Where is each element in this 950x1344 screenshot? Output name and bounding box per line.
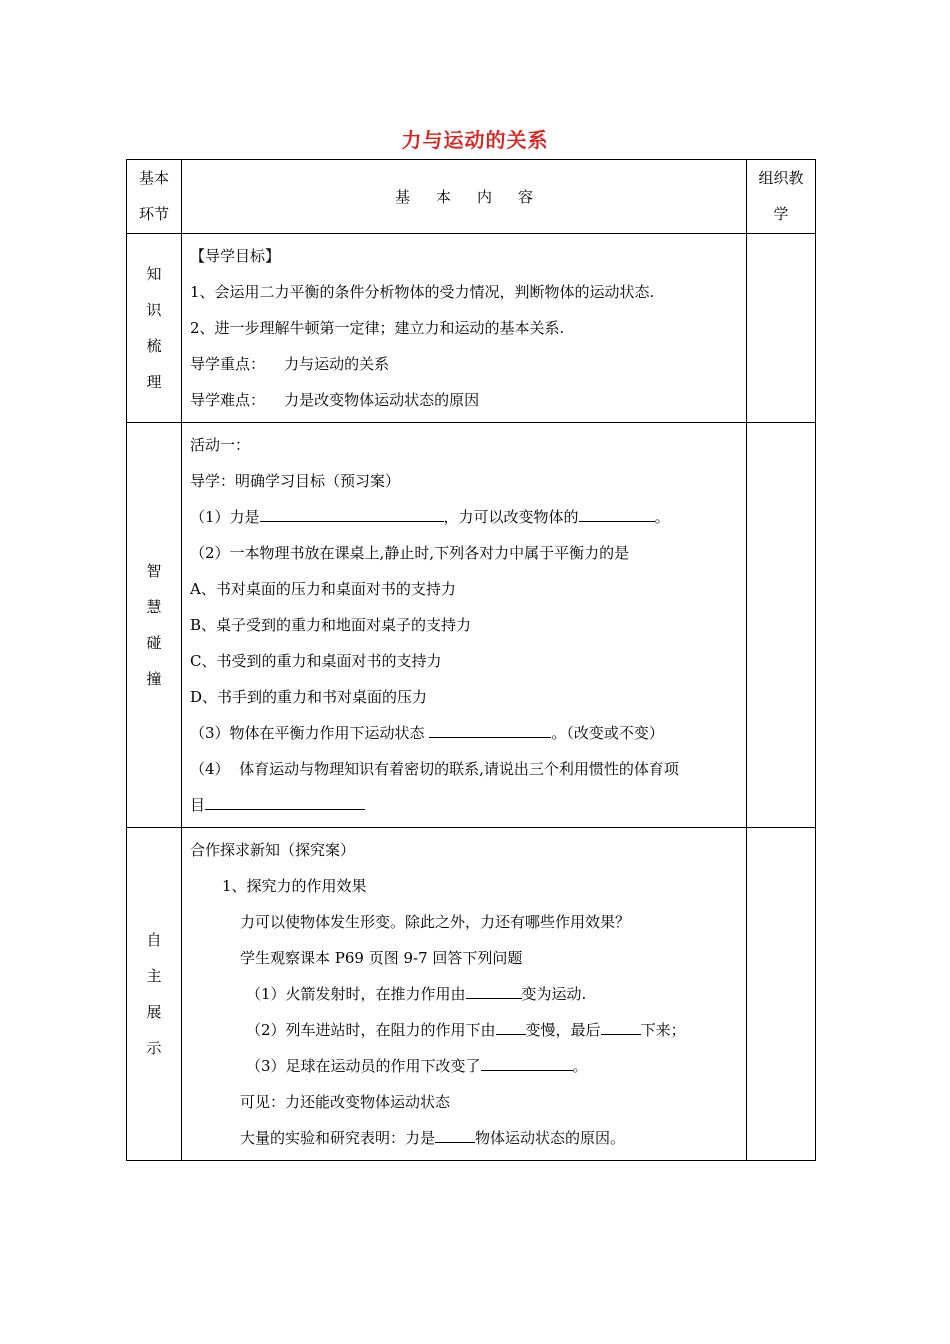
label-char: 主	[146, 967, 162, 985]
line-text: 变为运动.	[521, 985, 587, 1003]
section-row-knowledge	[127, 234, 816, 423]
section-label-display	[127, 828, 182, 1161]
label-char: 知	[146, 265, 162, 283]
content-line: 1、会运用二力平衡的条件分析物体的受力情况，判断物体的运动状态.	[190, 283, 655, 301]
line-text: （1）火箭发射时，在推力作用由	[246, 985, 466, 1003]
header-stage-cell	[127, 160, 182, 234]
line-text: 。	[572, 1057, 588, 1075]
answer-blank[interactable]	[429, 719, 551, 738]
section-notes-display	[747, 828, 816, 1161]
line-text: 变慢，最后	[525, 1021, 601, 1039]
header-row	[127, 160, 816, 234]
section-content-collision	[182, 423, 747, 828]
content-line: 可见：力还能改变物体运动状态	[240, 1093, 451, 1111]
answer-blank[interactable]	[260, 503, 444, 522]
content-line	[190, 1048, 740, 1084]
answer-blank[interactable]	[435, 1124, 475, 1143]
content-line: 学生观察课本 P69 页图 9-7 回答下列问题	[240, 949, 523, 967]
lesson-table	[126, 159, 816, 1161]
content-line	[190, 976, 740, 1012]
section-notes-collision	[747, 423, 816, 828]
content-line: （4） 体育运动与物理知识有着密切的联系,请说出三个利用惯性的体育项	[190, 760, 679, 778]
line-text: （2）列车进站时，在阻力的作用下由	[246, 1021, 496, 1039]
answer-blank[interactable]	[481, 1052, 573, 1071]
label-char: 梳	[146, 337, 162, 355]
content-line: 导学重点： 力与运动的关系	[190, 355, 390, 373]
line-text: 。	[654, 508, 670, 526]
content-line: A、书对桌面的压力和桌面对书的支持力	[190, 580, 456, 598]
line-text: 大量的实验和研究表明：力是	[240, 1129, 436, 1147]
content-line: 1、探究力的作用效果	[222, 877, 367, 895]
content-line: （2）一本物理书放在课桌上,静止时,下列各对力中属于平衡力的是	[190, 544, 630, 562]
line-text: （1）力是	[190, 508, 260, 526]
content-line: 导学难点： 力是改变物体运动状态的原因	[190, 391, 480, 409]
label-char: 自	[146, 931, 162, 949]
line-text: 物体运动状态的原因。	[475, 1129, 626, 1147]
content-line	[190, 715, 740, 751]
header-organize-line-1: 组织教	[758, 169, 804, 187]
line-text: 目	[190, 796, 206, 814]
section-row-collision	[127, 423, 816, 828]
section-label-collision	[127, 423, 182, 828]
header-stage-line-1: 基本	[138, 169, 169, 187]
answer-blank[interactable]	[601, 1016, 641, 1035]
content-line: 合作探求新知（探究案）	[190, 841, 356, 859]
section-label-knowledge	[127, 234, 182, 423]
content-line: B、桌子受到的重力和地面对桌子的支持力	[190, 616, 472, 634]
content-line	[190, 1012, 740, 1048]
header-organize-line-2: 学	[773, 205, 789, 223]
content-line: C、书受到的重力和桌面对书的支持力	[190, 652, 442, 670]
header-content-cell: 基本内容	[182, 160, 747, 234]
content-line	[190, 1120, 740, 1156]
page-title: 力与运动的关系	[401, 128, 549, 152]
section-content-knowledge	[182, 234, 747, 423]
header-organize-cell	[747, 160, 816, 234]
content-line: 【导学目标】	[190, 247, 281, 265]
section-row-display	[127, 828, 816, 1161]
label-char: 撞	[146, 670, 162, 688]
line-text: （3）物体在平衡力作用下运动状态	[190, 724, 425, 742]
label-char: 慧	[146, 598, 162, 616]
content-line: D、书手到的重力和书对桌面的压力	[190, 688, 428, 706]
answer-blank[interactable]	[466, 980, 522, 999]
label-char: 碰	[146, 634, 162, 652]
line-text: 下来；	[640, 1021, 686, 1039]
content-line	[190, 499, 740, 535]
answer-blank[interactable]	[579, 503, 655, 522]
section-content-display	[182, 828, 747, 1161]
answer-blank[interactable]	[496, 1016, 526, 1035]
header-stage-line-2: 环节	[138, 205, 169, 223]
label-char: 智	[146, 562, 162, 580]
line-text: （3）足球在运动员的作用下改变了	[246, 1057, 481, 1075]
label-char: 展	[146, 1003, 162, 1021]
content-line: 导学：明确学习目标（预习案）	[190, 472, 401, 490]
section-notes-knowledge	[747, 234, 816, 423]
line-text: 。（改变或不变）	[551, 724, 664, 742]
label-char: 示	[146, 1039, 162, 1057]
content-line: 2、进一步理解牛顿第一定律；建立力和运动的基本关系.	[190, 319, 565, 337]
line-text: ，力可以改变物体的	[443, 508, 579, 526]
label-char: 识	[146, 301, 162, 319]
content-line: 力可以使物体发生形变。除此之外，力还有哪些作用效果？	[240, 913, 631, 931]
label-char: 理	[146, 373, 162, 391]
answer-blank[interactable]	[205, 791, 365, 810]
content-line: 活动一：	[190, 436, 251, 454]
content-line	[190, 787, 740, 823]
